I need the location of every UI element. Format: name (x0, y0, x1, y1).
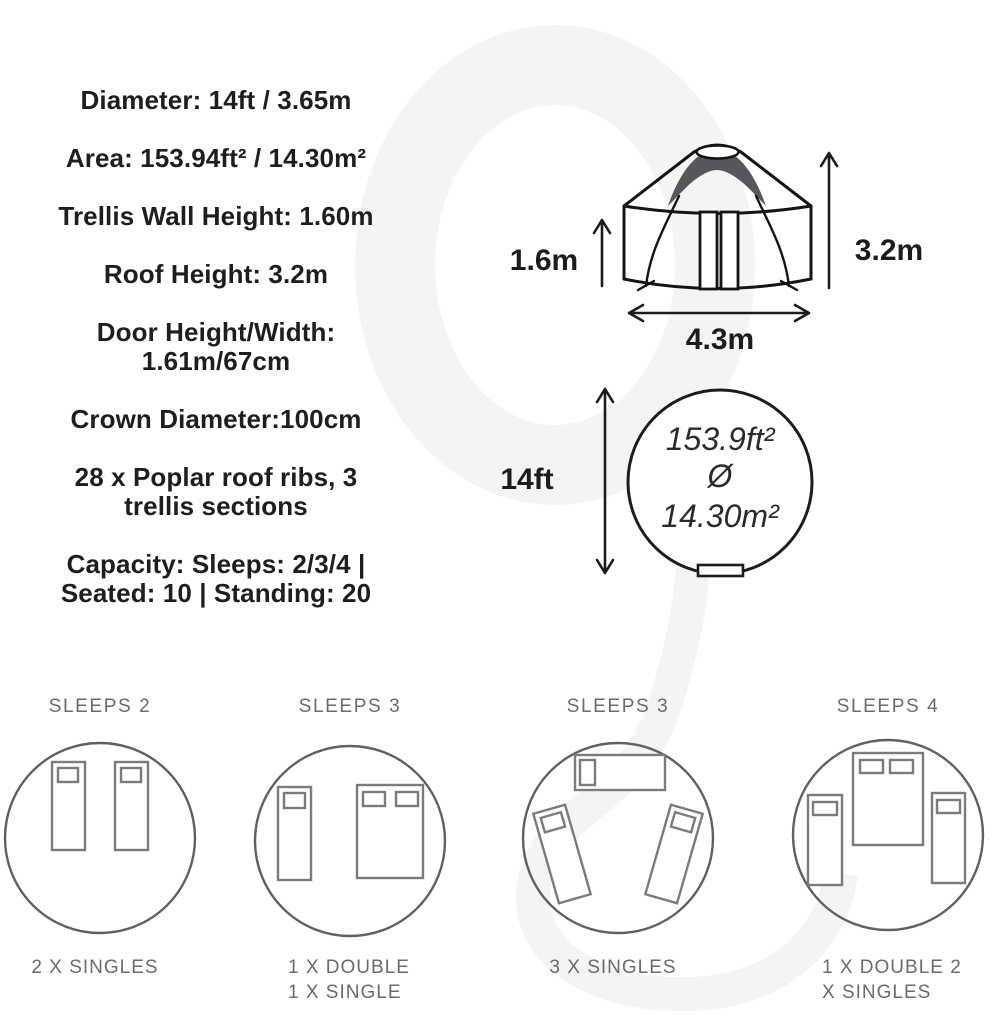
spec-line: Crown Diameter:100cm (70, 404, 362, 434)
pillow (58, 768, 78, 782)
floor-plan-sleeps-3-double-single (255, 746, 445, 936)
spec-area (0, 144, 432, 173)
width-label: 4.3m (685, 323, 755, 356)
area-ft-label: 153.9ft² (665, 421, 775, 457)
plan-title-sleeps-2: SLEEPS 2 (48, 696, 152, 717)
plan-title-sleeps-3a: SLEEPS 3 (298, 696, 402, 717)
wall-height-arrow (594, 220, 610, 286)
total-height-label: 3.2m (854, 234, 924, 267)
door-left-panel (700, 212, 717, 289)
total-height-arrow (821, 153, 837, 288)
spec-line: trellis sections (124, 491, 308, 521)
pillow (396, 792, 418, 806)
wall-height-label: 1.6m (509, 244, 579, 277)
yurt-top-view (500, 389, 812, 576)
caption-line: 3 X SINGLES (549, 957, 677, 978)
plan-title-sleeps-4: SLEEPS 4 (836, 696, 940, 717)
plan-caption-2 (288, 955, 458, 1005)
area-m-label: 14.30m² (661, 498, 779, 534)
pillow (363, 792, 385, 806)
pillow (284, 793, 305, 808)
plan-circle (5, 743, 195, 933)
spec-line: Diameter: 14ft / 3.65m (80, 85, 352, 115)
crown-opening (697, 146, 739, 159)
diameter-symbol: Ø (707, 458, 733, 494)
pillow (121, 768, 141, 782)
spec-line: Door Height/Width: (96, 317, 336, 347)
door-marker (698, 565, 743, 576)
door-right-panel (721, 212, 738, 289)
pillow (937, 800, 960, 813)
caption-line: 1 X SINGLE (288, 982, 402, 1003)
plan-caption-1 (0, 955, 190, 980)
spec-trellis-wall-height (0, 202, 432, 231)
caption-line: X SINGLES (822, 982, 932, 1003)
spec-line: Trellis Wall Height: 1.60m (58, 201, 374, 231)
floor-plan-sleeps-4 (793, 740, 983, 930)
spec-line: Capacity: Sleeps: 2/3/4 | (66, 549, 366, 579)
spec-roof-height (0, 260, 432, 289)
spec-door-size (0, 318, 432, 376)
pillow (580, 760, 595, 785)
spec-crown-diameter (0, 405, 432, 434)
caption-line: 1 X DOUBLE 2 (822, 957, 962, 978)
spec-capacity (0, 550, 432, 608)
pillow (860, 760, 883, 773)
spec-structure (0, 463, 432, 521)
plan-caption-3 (518, 955, 708, 980)
spec-diameter (0, 86, 432, 115)
spec-line: 28 x Poplar roof ribs, 3 (74, 462, 358, 492)
pillow (890, 760, 913, 773)
caption-line: 1 X DOUBLE (288, 957, 410, 978)
spec-line: Seated: 10 | Standing: 20 (60, 578, 372, 608)
spec-line: 1.61m/67cm (141, 346, 291, 376)
floor-plan-sleeps-2 (5, 743, 195, 933)
diameter-label: 14ft (500, 463, 554, 496)
plan-caption-4 (822, 955, 982, 1005)
caption-line: 2 X SINGLES (31, 957, 159, 978)
plan-title-sleeps-3b: SLEEPS 3 (566, 696, 670, 717)
floor-plan-sleeps-3-singles (523, 743, 713, 933)
spec-list (0, 86, 432, 637)
single-bed-tilted-right (645, 805, 702, 903)
spec-line: Roof Height: 3.2m (103, 259, 329, 289)
pillow (813, 802, 837, 815)
spec-line: Area: 153.94ft² / 14.30m² (65, 143, 367, 173)
